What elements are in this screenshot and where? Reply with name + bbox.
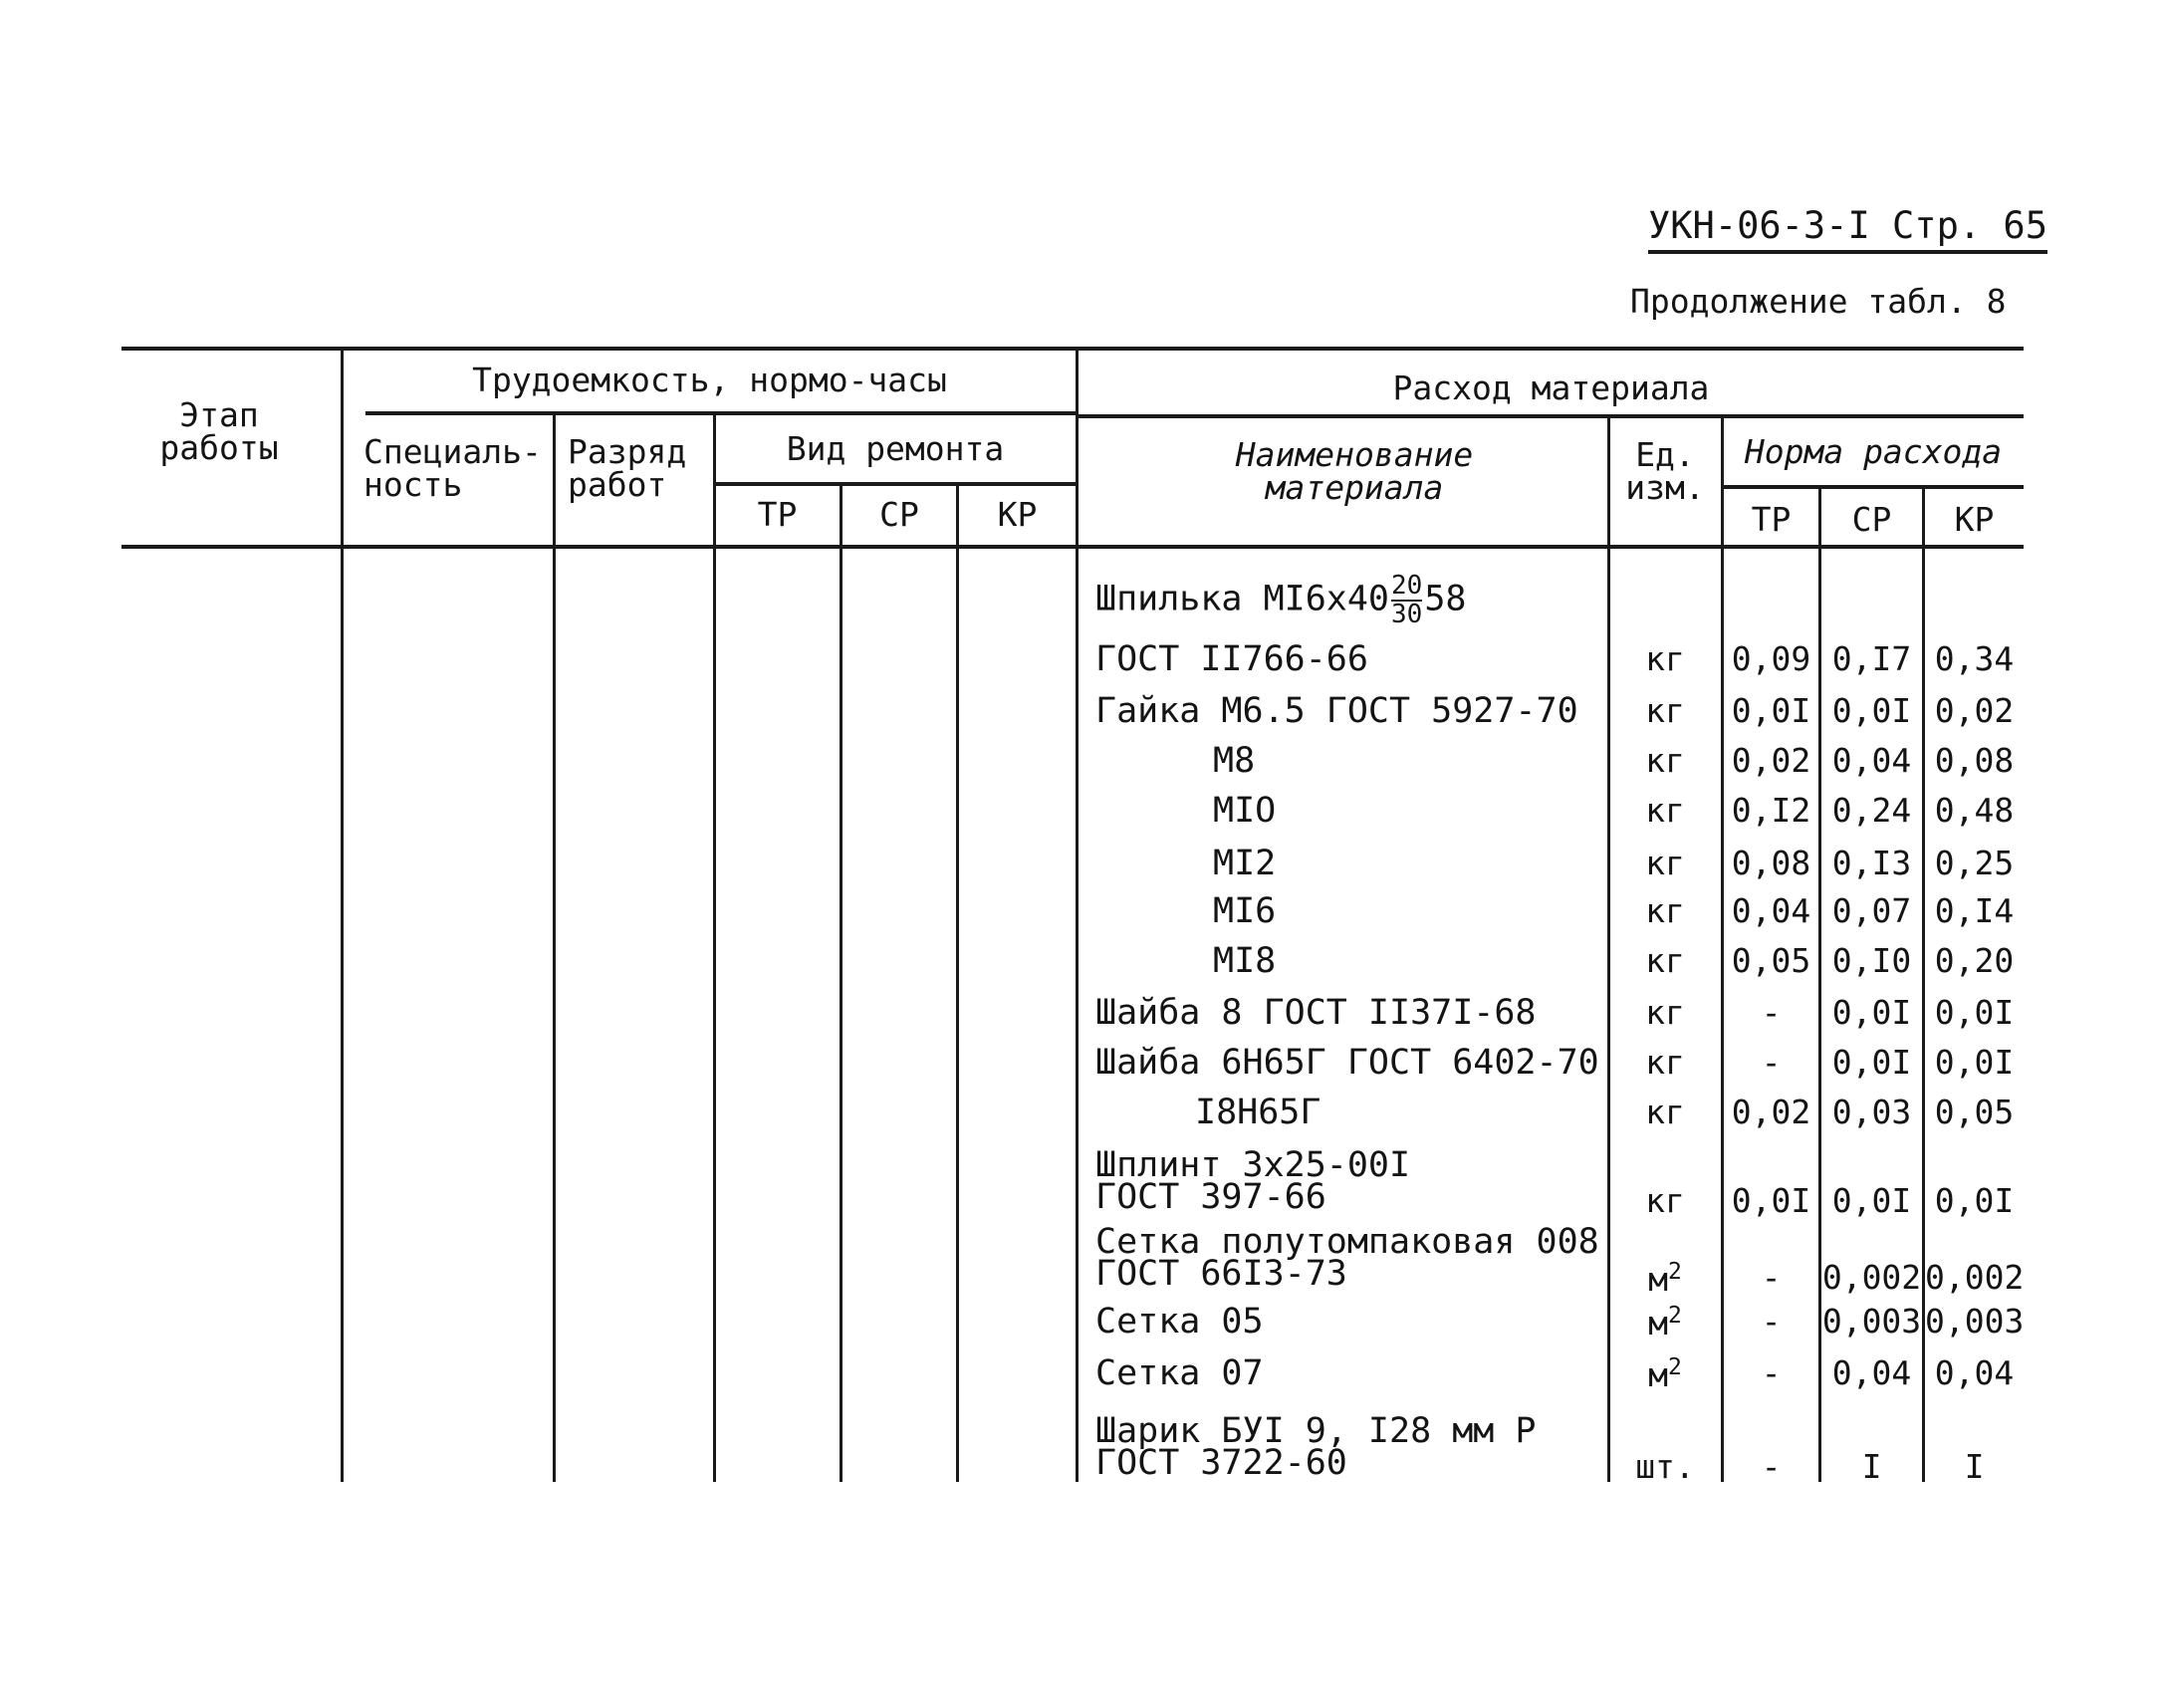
table-continuation-label: Продолжение табл. 8 [1630,282,2007,321]
norm-value-kr: 0,I4 [1934,891,2015,930]
material-name: Сетка полутомпаковая 008 [1095,1222,1599,1262]
norm-value-kr: 0,25 [1934,844,2015,882]
material-subheader-rule [1079,414,2024,418]
unit-text: кг [1645,941,1685,980]
unit-text: кг [1645,741,1685,780]
unit-text: кг [1645,844,1685,882]
column-divider [1076,347,1079,1482]
norm-value-sr: 0,I7 [1831,639,1912,678]
norm-value-tr: - [1761,993,1782,1032]
norm-value-tr: 0,0I [1731,1181,1811,1220]
unit-text: шт. [1635,1447,1695,1486]
repair-col-kr: КР [997,495,1038,534]
col-header-grade: Разряд работ [568,432,687,504]
material-name: МIО [1213,791,1277,831]
norm-value-sr: 0,0I [1831,1043,1912,1082]
material-name: М8 [1213,741,1256,781]
unit-superscript: 2 [1668,1354,1682,1380]
unit-text: кг [1645,1043,1685,1082]
norm-value-tr: - [1761,1447,1782,1486]
norm-value-tr: - [1761,1353,1782,1392]
unit-cell [1610,1305,1720,1340]
norm-value-kr: 0,0I [1934,1043,2015,1082]
material-name-text: Шпилька МI6х40 [1095,579,1390,619]
norm-value-kr: 0,34 [1934,639,2015,678]
norm-value-kr: 0,20 [1934,941,2015,980]
norm-value-tr: - [1761,1302,1782,1341]
unit-cell [1610,639,1720,678]
norm-value-sr: 0,03 [1831,1093,1912,1131]
norm-value-sr: 0,003 [1821,1302,1922,1341]
unit-cell [1610,891,1720,930]
norm-col-tr: ТР [1751,500,1792,539]
header-bottom-rule [121,545,2024,549]
unit-text: м [1648,1260,1668,1299]
norm-value-tr: 0,04 [1731,891,1811,930]
unit-text: кг [1645,1181,1685,1220]
norm-value-sr: 0,04 [1831,1353,1912,1392]
material-name: Шарик БУI 9, I28 мм Р [1095,1411,1537,1451]
col-header-unit: Ед. изм. [1625,435,1705,507]
unit-cell [1610,1447,1720,1486]
column-divider [553,411,556,1482]
unit-text: кг [1645,1093,1685,1131]
norm-value-kr: 0,05 [1934,1093,2015,1131]
norm-value-sr: 0,I0 [1831,941,1912,980]
col-header-specialty: Специаль-ность [363,432,542,504]
norm-value-sr: 0,04 [1831,741,1912,780]
unit-text: кг [1645,791,1685,830]
norm-value-sr: 0,002 [1821,1258,1922,1297]
material-name: Сетка 05 [1095,1302,1264,1342]
material-name-fraction [1391,573,1422,627]
material-name-line2: ГОСТ 3722-60 [1095,1443,1347,1483]
norm-value-tr: - [1761,1258,1782,1297]
repair-col-tr: ТР [757,495,798,534]
unit-text: кг [1645,993,1685,1032]
unit-cell [1610,993,1720,1032]
unit-cell [1610,741,1720,780]
material-name-line2: ГОСТ 397-66 [1095,1177,1326,1217]
unit-text: м [1648,1355,1668,1394]
norm-value-kr: 0,002 [1925,1258,2025,1297]
norm-value-kr: 0,0I [1934,993,2015,1032]
unit-cell [1610,844,1720,882]
repair-type-header: Вид ремонта [786,429,1005,468]
norm-value-sr: 0,07 [1831,891,1912,930]
unit-cell [1610,1259,1720,1299]
norm-value-kr: 0,02 [1934,691,2015,730]
col-header-material-name: Наименование материала [1235,435,1474,507]
column-divider [713,411,716,1482]
norm-col-sr: СР [1851,500,1892,539]
material-name: I8Н65Г [1195,1093,1321,1132]
material-name: МI8 [1213,941,1277,981]
norm-value-sr: 0,I3 [1831,844,1912,882]
material-name: Шайба 8 ГОСТ II37I-68 [1095,993,1537,1033]
unit-superscript: 2 [1668,1303,1682,1329]
norm-value-sr: 0,24 [1831,791,1912,830]
norm-value-kr: I [1964,1447,1985,1486]
material-name-line2: ГОСТ 66I3-73 [1095,1254,1347,1294]
unit-cell [1610,1181,1720,1220]
unit-cell [1610,941,1720,980]
norm-value-sr: 0,0I [1831,691,1912,730]
norm-rule [1723,485,2024,489]
group-header-material: Расход материала [1392,368,1710,407]
column-divider [956,482,959,1482]
norm-value-kr: 0,0I [1934,1181,2015,1220]
group-header-labor: Трудоемкость, нормо-часы [472,361,947,399]
material-name: Шайба 6Н65Г ГОСТ 6402-70 [1095,1043,1599,1083]
table-top-rule [121,347,2024,351]
norm-value-kr: 0,08 [1934,741,2015,780]
norm-value-kr: 0,04 [1934,1353,2015,1392]
unit-text: кг [1645,639,1685,678]
norm-value-tr: 0,I2 [1731,791,1811,830]
column-divider [341,347,344,1482]
norm-value-tr: 0,02 [1731,741,1811,780]
material-name: ГОСТ II766-66 [1095,639,1368,679]
norm-value-sr: 0,0I [1831,1181,1912,1220]
column-divider [840,482,842,1482]
unit-cell [1610,791,1720,830]
norm-value-sr: I [1861,1447,1882,1486]
norm-value-sr: 0,0I [1831,993,1912,1032]
norm-value-tr: 0,0I [1731,691,1811,730]
material-name [1095,573,1466,627]
labor-subheader-rule [365,411,1076,415]
document-code: УКН-06-3-I Стр. 65 [1648,204,2047,254]
col-header-stage: Этап работы [159,395,279,467]
unit-cell [1610,1043,1720,1082]
repair-type-rule [715,482,1076,486]
unit-text: кг [1645,691,1685,730]
material-name: Шплинт 3х25-00I [1095,1145,1411,1185]
fraction-numerator: 20 [1391,571,1423,601]
unit-superscript: 2 [1668,1259,1682,1285]
unit-cell [1610,1093,1720,1131]
norm-value-tr: 0,05 [1731,941,1811,980]
norm-value-kr: 0,003 [1925,1302,2025,1341]
material-name-tail: 58 [1424,579,1467,619]
unit-text: кг [1645,891,1685,930]
unit-cell [1610,691,1720,730]
norm-value-tr: 0,02 [1731,1093,1811,1131]
material-name: Гайка М6.5 ГОСТ 5927-70 [1095,691,1578,731]
norm-header: Норма расхода [1744,432,2003,471]
norm-value-tr: - [1761,1043,1782,1082]
norm-value-kr: 0,48 [1934,791,2015,830]
material-name: МI6 [1213,891,1277,931]
repair-col-sr: СР [879,495,919,534]
norm-col-kr: КР [1954,500,1995,539]
material-name: Сетка 07 [1095,1353,1264,1393]
unit-cell [1610,1354,1720,1394]
unit-text: м [1648,1304,1668,1342]
norm-value-tr: 0,08 [1731,844,1811,882]
norm-value-tr: 0,09 [1731,639,1811,678]
fraction-denominator: 30 [1391,600,1423,629]
material-name: МI2 [1213,844,1277,883]
